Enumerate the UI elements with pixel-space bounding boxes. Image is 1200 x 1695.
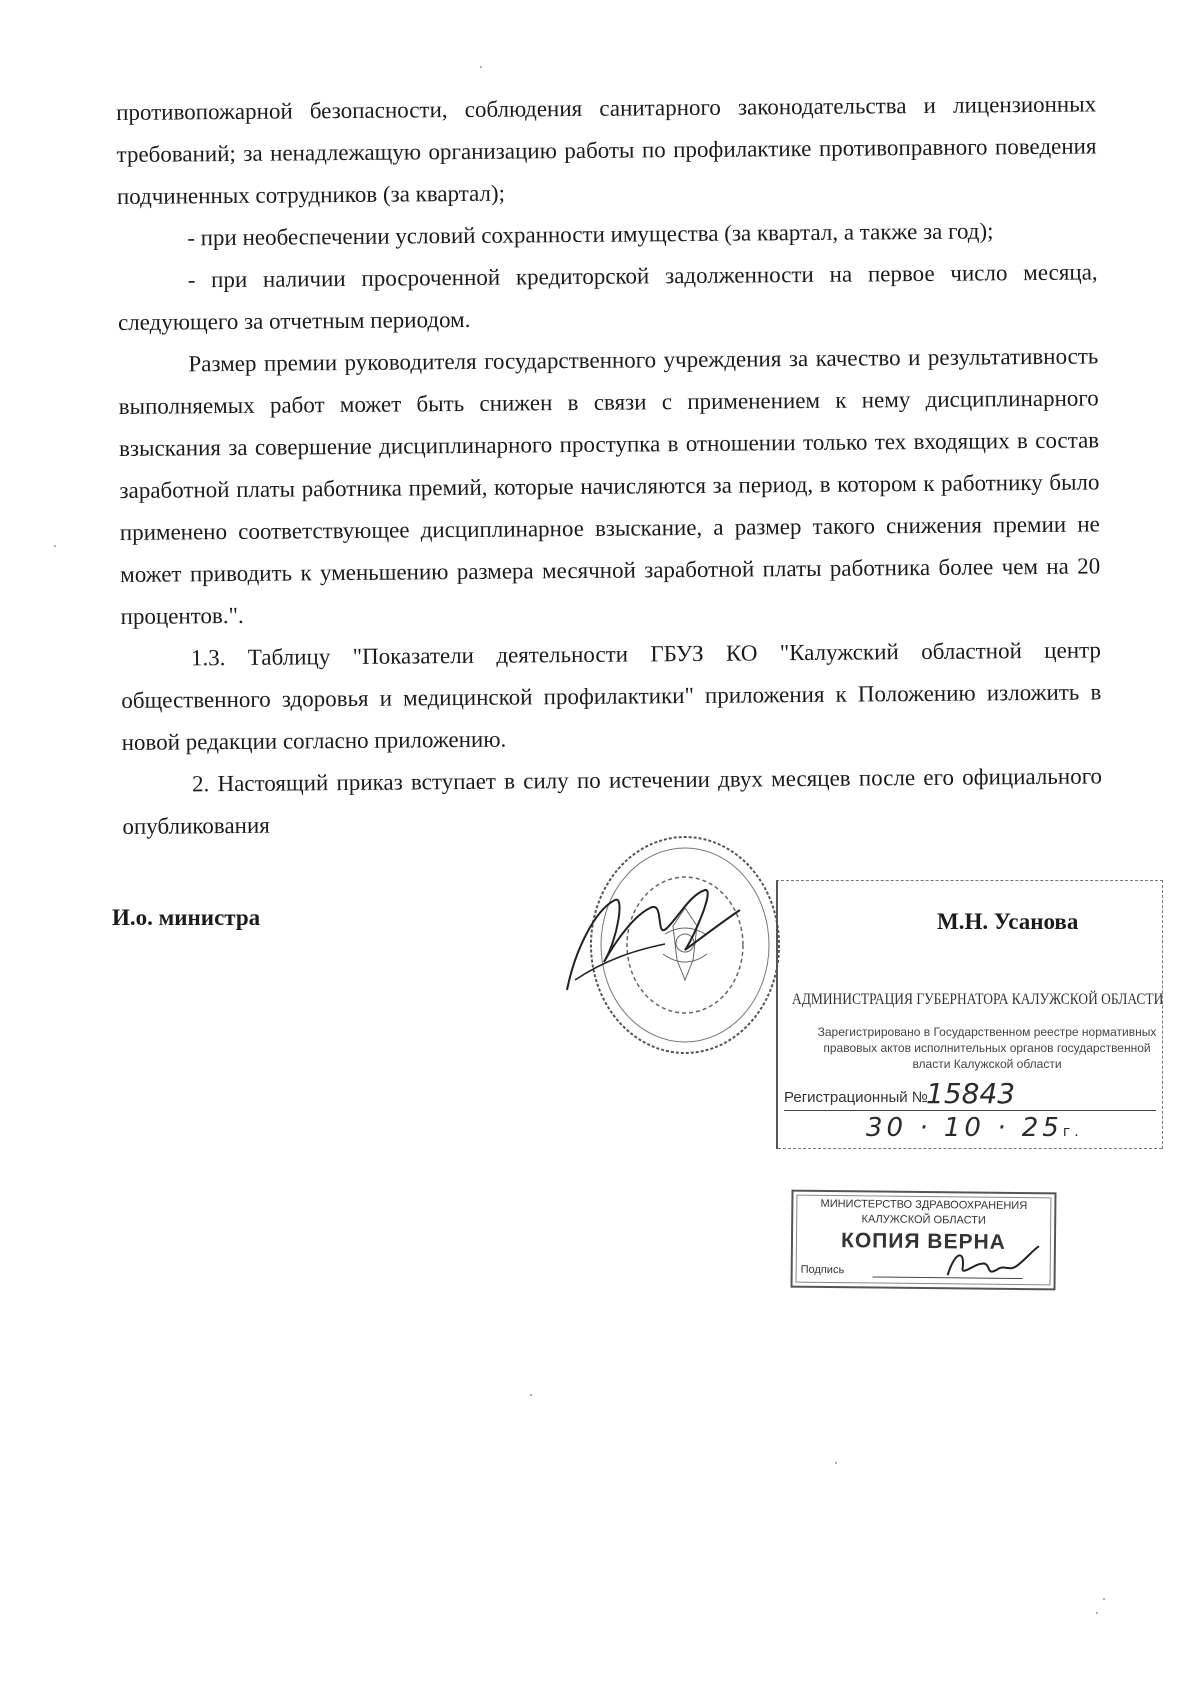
copy-stamp-main-text: КОПИЯ ВЕРНА — [840, 1229, 1006, 1254]
paragraph-overdue-debt: - при наличии просроченной кредиторской задолженности на первое число месяца, следующего за отчетным периодом. — [117, 259, 1098, 335]
scan-speck — [1096, 1612, 1098, 1614]
copy-stamp-org-line2: КАЛУЖСКОЙ ОБЛАСТИ — [861, 1213, 986, 1227]
registration-stamp-bottom-border — [778, 1148, 1162, 1149]
paragraph-2-effect: 2. Настоящий приказ вступает в силу по истечении двух месяцев после его официального опубликования — [122, 763, 1103, 839]
scan-speck — [480, 66, 482, 68]
registration-number-value: 15843 — [926, 1077, 1016, 1110]
copy-stamp-signature — [943, 1241, 1043, 1286]
registration-date — [866, 1113, 1083, 1143]
paragraph-bonus-reduction: Размер премии руководителя государственного учреждения за качество и результативность выполняемых работ может быть снижен в связи с применением к нему дисциплинарного взыскания за совершение дисциплинарного проступка в отношении только тех входящих в состав заработной платы работника премий, которые начисляются за период, в котором к работнику было применено соответствующее дисциплинарное взыскание, а размер такого снижения премии не может приводить к уменьшению размера месячной заработной платы работника более чем на 20 процентов.". — [118, 343, 1101, 629]
paragraph-1-3-table: 1.3. Таблицу "Показатели деятельности ГБУЗ КО "Калужский областной центр общественного здоровья и медицинской профилактики" приложения к Положению изложить в новой редакции согласно приложению. — [121, 637, 1102, 755]
signer-name: М.Н. Усанова — [937, 909, 1079, 934]
scan-speck — [530, 1394, 532, 1396]
registration-number-line — [784, 1110, 1156, 1111]
registration-number-label: Регистрационный № — [784, 1089, 928, 1106]
document-body — [116, 83, 1103, 848]
paragraph-property-condition: - при необеспечении условий сохранности имущества (за квартал, а также за год); — [187, 218, 994, 251]
scan-speck — [835, 1462, 837, 1464]
signer-title: И.о. министра — [112, 905, 261, 930]
registration-year-value: 25 — [1021, 1113, 1063, 1143]
registration-stamp-title: АДМИНИСТРАЦИЯ ГУБЕРНАТОРА КАЛУЖСКОЙ ОБЛАСТИ — [792, 991, 1164, 1008]
copy-stamp-org-line1: МИНИСТЕРСТВО ЗДРАВООХРАНЕНИЯ — [820, 1197, 1028, 1213]
paragraph-continuation: противопожарной безопасности, соблюдения санитарного законодательства и лицензионных требований; за ненадлежащую организацию работы по профилактике противоправного поведения подчиненных сотрудников (за квартал); — [116, 91, 1097, 209]
copy-stamp-signature-label: Подпись — [800, 1263, 845, 1277]
scan-speck — [1103, 1598, 1105, 1600]
handwritten-signature — [555, 880, 745, 1000]
registration-year-suffix: г. — [1062, 1124, 1083, 1140]
registration-stamp-text: Зарегистрировано в Государственном реестре нормативных правовых актов исполнительных органов государственной власти Калужской области — [817, 1025, 1157, 1071]
copy-stamp-signature-line — [873, 1276, 1023, 1279]
registration-date-value: 30 · 10 · — [866, 1113, 1010, 1143]
copy-verified-stamp — [790, 1190, 1056, 1291]
scan-speck — [54, 545, 56, 547]
